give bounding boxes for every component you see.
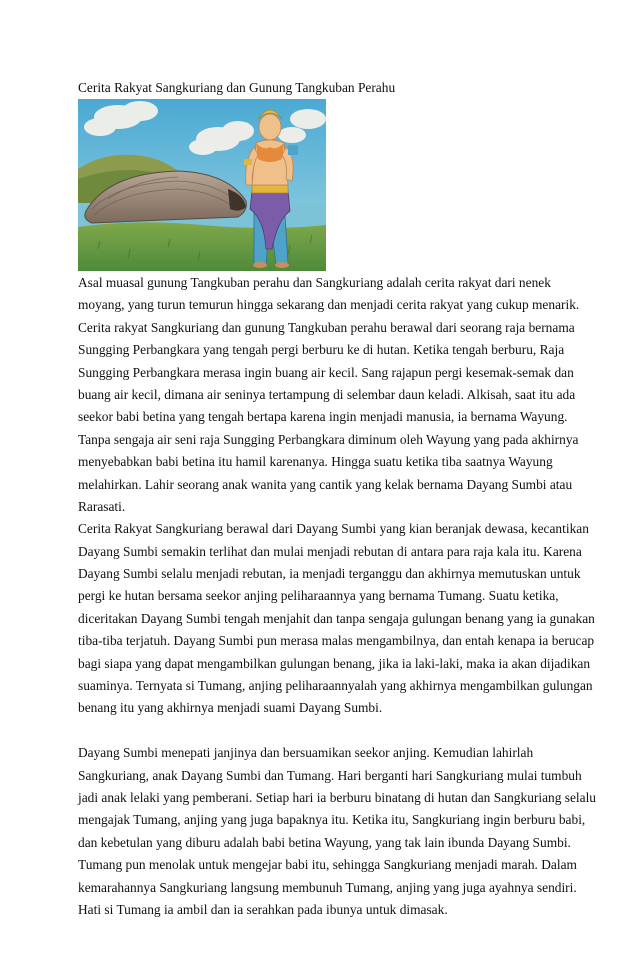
text-line: Sangkuriang, anak Dayang Sumbi dan Tumang. Hari berganti hari Sangkuriang mulai tumbuh [78, 767, 582, 783]
text-line: dan kebetulan yang diburu adalah babi betina Wayung, yang tak lain ibunda Dayang Sumbi. [78, 834, 571, 850]
text-line: Sungging Perbangkara merasa ingin buang air kecil. Sang rajapun pergi kesemak-semak dan [78, 364, 574, 380]
paragraph-1 [78, 272, 580, 518]
text-line: kemarahannya Sangkuriang langsung membunuh Tumang, anjing yang juga ayahnya sendiri. [78, 879, 577, 895]
story-illustration [78, 99, 326, 271]
text-line: mengajak Tumang, anjing yang juga bapaknya itu. Ketika itu, Sangkuriang ingin berburu babi, [78, 812, 586, 828]
text-line: Dayang Sumbi semakin terlihat dan mulai menjadi rebutan di antara para raja kala itu. Karena [78, 543, 582, 559]
document-title: Cerita Rakyat Sangkuriang dan Gunung Tangkuban Perahu [78, 80, 396, 95]
text-line: menyebabkan babi betina itu hamil karenanya. Hingga suatu ketika tiba saatnya Wayung [78, 454, 553, 470]
text-line: pergi ke hutan bersama seekor anjing peliharaannya yang bernama Tumang. Suatu ketika, [78, 588, 559, 604]
ground [78, 222, 326, 271]
text-line: melahirkan. Lahir seorang anak wanita yang cantik yang kelak bernama Dayang Sumbi atau [78, 476, 573, 492]
text-line: tiba-tiba terjatuh. Dayang Sumbi pun merasa malas mengambilnya, dan entah kenapa ia berucap [78, 633, 595, 649]
text-line: jadi anak lelaki yang pemberani. Setiap hari ia berburu binatang di hutan dan Sangkuriang selalu [78, 789, 596, 805]
text-line: bagi siapa yang dapat mengambilkan gulungan benang, jika ia laki-laki, maka ia akan dijadikan [78, 655, 591, 671]
text-line: seekor babi betina yang tengah bertapa karena ingin menjadi manusia, ia bernama Wayung. [78, 409, 568, 425]
text-line: Tumang pun menolak untuk mengejar babi itu, sehingga Sangkuriang menjadi marah. Dalam [78, 857, 577, 873]
text-line: moyang, yang turun temurun hingga sekarang dan menjadi cerita rakyat yang cukup menarik. [78, 297, 580, 313]
text-line: diceritakan Dayang Sumbi tengah menjahit dan tanpa sengaja gulungan benang yang ia gunakan [78, 610, 595, 626]
illustration-drawing [78, 99, 326, 271]
text-line: Tanpa sengaja air seni raja Sungging Perbangkara diminum oleh Wayung yang pada akhirnya [78, 431, 579, 447]
paragraph-2 [78, 518, 595, 720]
text-line: buang air kecil, dimana air seninya tertampung di selembar daun keladi. Alkisah, saat itu ada [78, 386, 576, 402]
text-line: Dayang Sumbi menepati janjinya dan bersuamikan seekor anjing. Kemudian lahirlah [78, 745, 534, 761]
paragraph-spacer [78, 720, 568, 742]
text-line: Rarasati. [78, 498, 126, 514]
text-line: Sungging Perbangkara yang tengah pergi berburu ke di hutan. Ketika tengah berburu, Raja [78, 342, 565, 358]
text-line: Asal muasal gunung Tangkuban perahu dan Sangkuriang adalah cerita rakyat dari nenek [78, 275, 551, 290]
paragraph-3 [78, 742, 596, 921]
text-line: benang itu yang akhirnya menjadi suami Dayang Sumbi. [78, 700, 383, 716]
text-line: suaminya. Ternyata si Tumang, anjing peliharaannyalah yang akhirnya mengambilkan gulungan [78, 678, 593, 694]
text-line: Cerita Rakyat Sangkuriang berawal dari Dayang Sumbi yang kian beranjak dewasa, kecantikan [78, 521, 589, 537]
text-line: Cerita rakyat Sangkuriang dan gunung Tangkuban perahu berawal dari seorang raja bernama [78, 319, 575, 335]
text-line: Dayang Sumbi selalu menjadi rebutan, ia menjadi terganggu dan akhirnya memutuskan untuk [78, 566, 581, 582]
story-body [78, 272, 596, 921]
text-line: Hati si Tumang ia ambil dan ia serahkan pada ibunya untuk dimasak. [78, 901, 448, 917]
